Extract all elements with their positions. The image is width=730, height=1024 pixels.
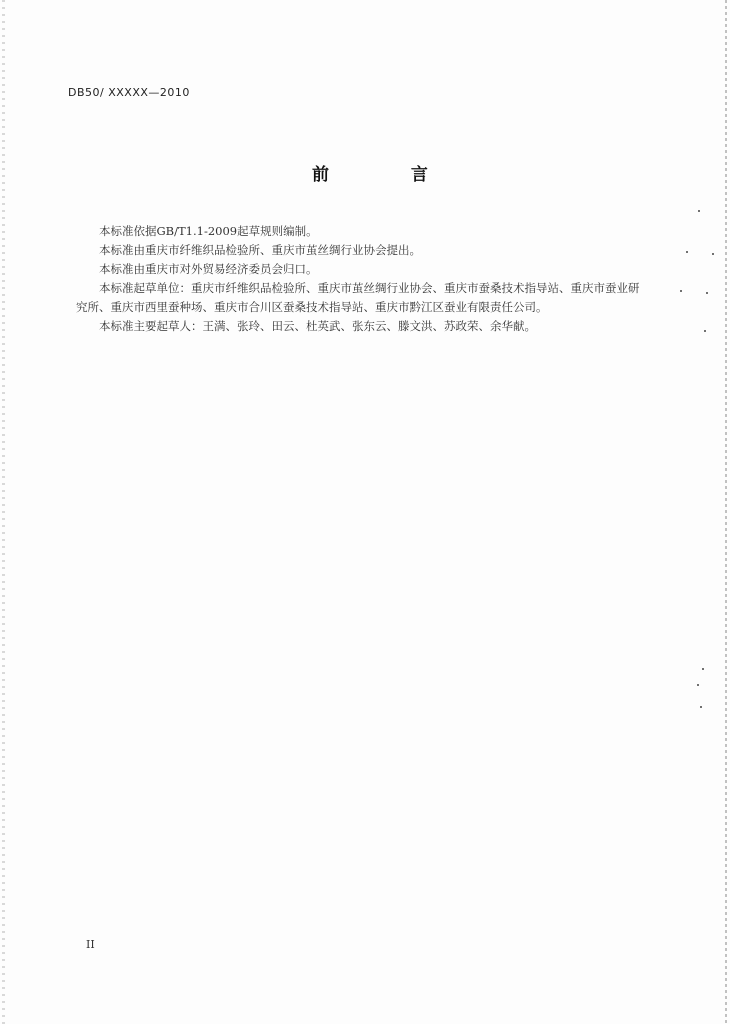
page-title: 前 言 xyxy=(312,165,466,185)
scan-speck xyxy=(712,253,714,255)
scan-speck xyxy=(706,292,708,294)
paragraph-basis: 本标准依据GB/T1.1-2009起草规则编制。 xyxy=(99,224,318,238)
standard-code: DB50/ XXXXX—2010 xyxy=(68,86,190,99)
paragraph-drafters: 本标准主要起草人：王满、张玲、田云、杜英武、张东云、滕文洪、苏政荣、余华献。 xyxy=(99,319,536,333)
paragraph-drafting-units: 本标准起草单位：重庆市纤维织品检验所、重庆市茧丝绸行业协会、重庆市蚕桑技术指导站、重庆市蚕业研究所、重庆市西里蚕种场、重庆市合川区蚕桑技术指导站、重庆市黔江区蚕业有限责任公司。 xyxy=(76,281,640,314)
scan-speck xyxy=(686,251,688,253)
scan-speck xyxy=(702,668,704,670)
scan-edge-left xyxy=(2,0,5,1024)
foreword-body xyxy=(76,222,648,336)
scan-speck xyxy=(704,330,706,332)
scan-speck xyxy=(697,684,699,686)
paragraph-centralized: 本标准由重庆市对外贸易经济委员会归口。 xyxy=(99,262,318,276)
page-number: II xyxy=(86,938,95,951)
scan-speck xyxy=(698,210,700,212)
paragraph-proposer: 本标准由重庆市纤维织品检验所、重庆市茧丝绸行业协会提出。 xyxy=(99,243,421,257)
scan-speck xyxy=(700,706,702,708)
scan-edge-right xyxy=(725,0,727,1024)
scan-speck xyxy=(680,290,682,292)
